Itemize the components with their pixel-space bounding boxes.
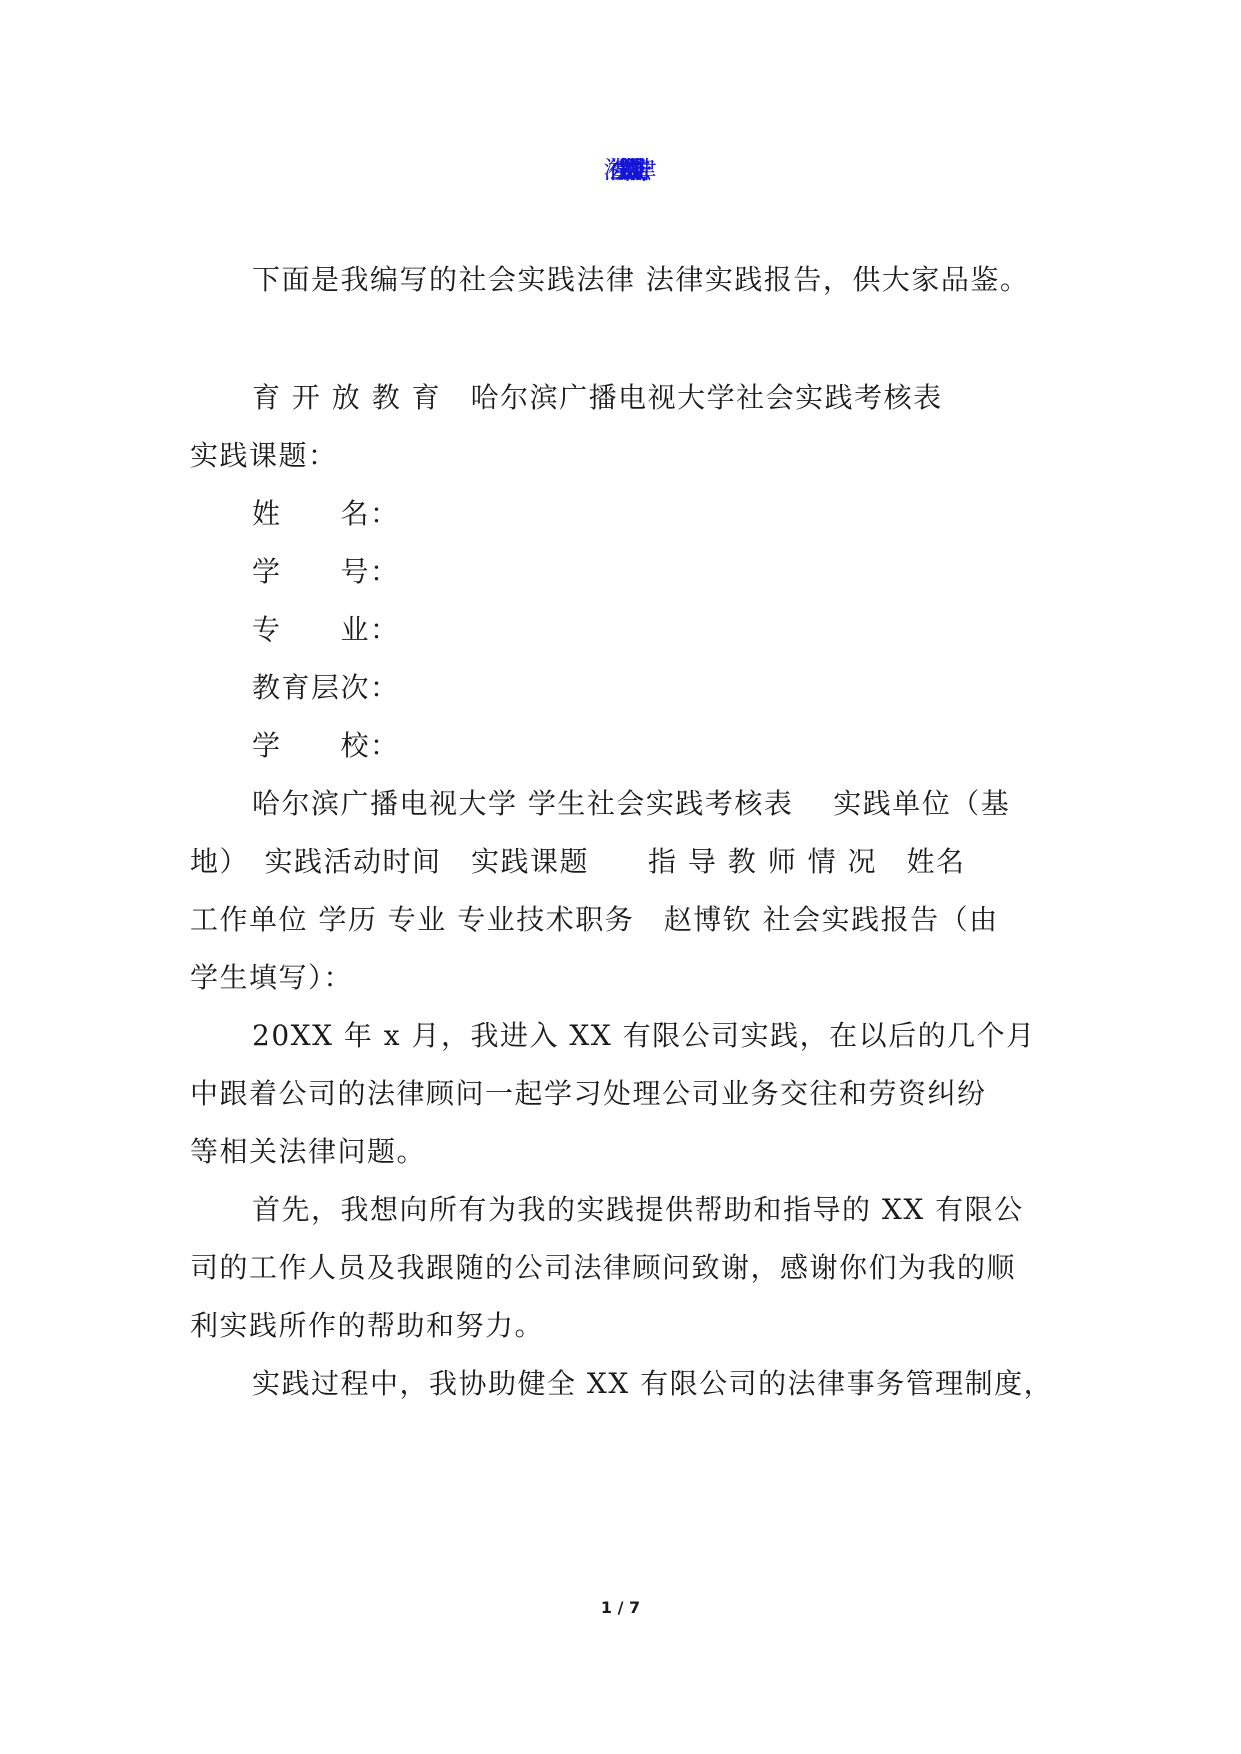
topic-label: 实践课题： xyxy=(190,439,338,472)
paragraph-line: 20XX 年 x 月，我进入 XX 有限公司实践，在以后的几个月 xyxy=(252,1019,1036,1052)
page-number: 1 / 7 xyxy=(600,1598,641,1617)
field-student-id: 学 号： xyxy=(252,555,400,588)
paragraph-line: 司的工作人员及我跟随的公司法律顾问致谢，感谢你们为我的顺 xyxy=(190,1251,1017,1284)
table-line: 工作单位 学历 专业 专业技术职务 赵博钦 社会实践报告（由 xyxy=(190,903,999,936)
paragraph-line: 等相关法律问题。 xyxy=(190,1135,427,1168)
document-title: 社会实践法律(1) 法律实践报告 xyxy=(607,156,634,184)
paragraph-line: 利实践所作的帮助和努力。 xyxy=(190,1309,545,1342)
field-major: 专 业： xyxy=(252,613,400,646)
paragraph-line: 中跟着公司的法律顾问一起学习处理公司业务交往和劳资纠纷 xyxy=(190,1077,987,1110)
table-line: 学生填写）： xyxy=(190,961,354,994)
table-line: 地） 实践活动时间 实践课题 指 导 教 师 情 况 姓名 xyxy=(190,845,966,878)
field-education-level: 教育层次： xyxy=(252,671,400,704)
header-line: 育 开 放 教 育 哈尔滨广播电视大学社会实践考核表 xyxy=(252,381,943,414)
field-name: 姓 名： xyxy=(252,497,400,530)
field-school: 学 校： xyxy=(252,729,400,762)
intro-line: 下面是我编写的社会实践法律 法律实践报告，供大家品鉴。 xyxy=(252,263,1030,296)
paragraph-line: 首先，我想向所有为我的实践提供帮助和指导的 XX 有限公 xyxy=(252,1193,1024,1226)
paragraph-line: 实践过程中，我协助健全 XX 有限公司的法律事务管理制度， xyxy=(252,1367,1054,1400)
table-line: 哈尔滨广播电视大学 学生社会实践考核表 实践单位（基 xyxy=(252,787,1011,820)
